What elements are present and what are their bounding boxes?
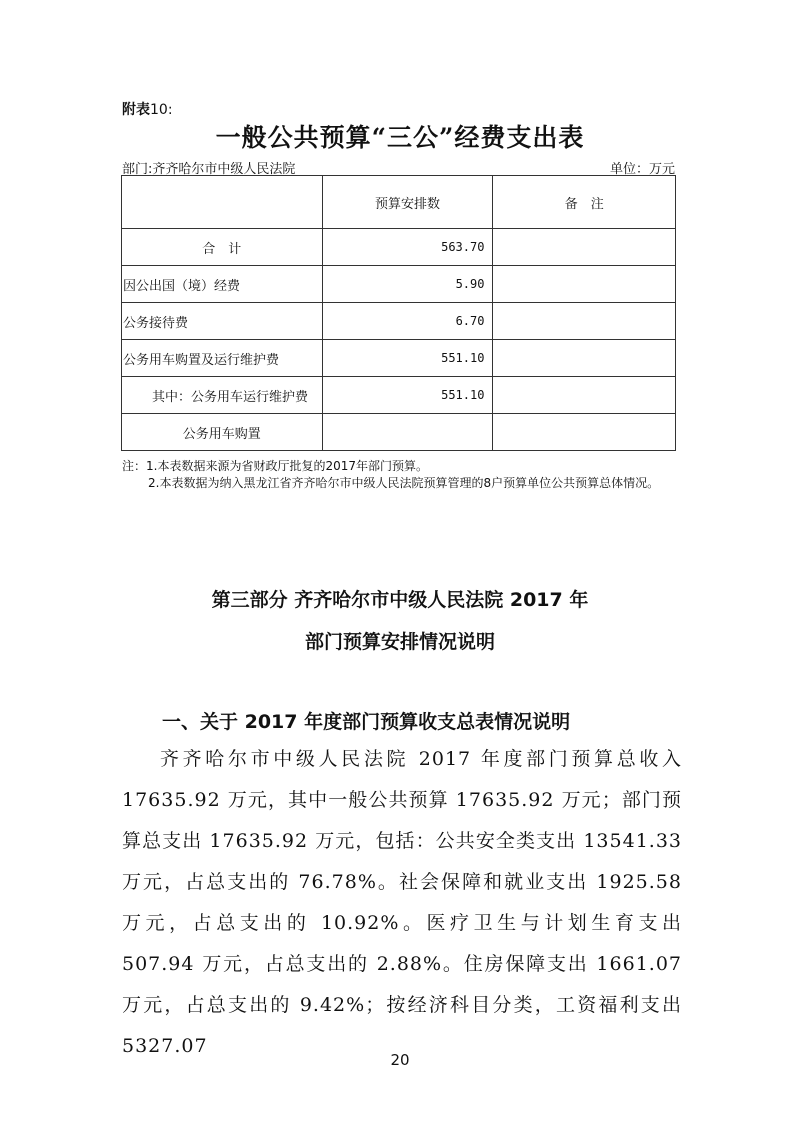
table-title: 一般公共预算“三公”经费支出表 [215,123,585,152]
row-label: 因公出国（境）经费 [122,266,323,303]
row-note [493,303,676,340]
row-label: 合 计 [122,229,323,266]
header-cell-item [122,176,323,229]
section-heading: 一、关于 2017 年度部门预算收支总表情况说明 [162,711,571,733]
unit-label: 单位：万元 [609,162,675,177]
row-note [493,229,676,266]
table-row [122,340,676,377]
header-cell-note: 备 注 [493,176,676,229]
row-value [322,414,493,451]
row-value: 551.10 [322,377,493,414]
table-row [122,266,676,303]
row-note [493,266,676,303]
row-value: 563.70 [322,229,493,266]
department-label: 部门:齐齐哈尔市中级人民法院 [122,162,296,177]
table-row [122,229,676,266]
row-label: 公务用车购置及运行维护费 [122,340,323,377]
row-note [493,414,676,451]
attachment-label: 附表10: [122,102,173,118]
row-value: 551.10 [322,340,493,377]
page-number: 20 [390,1051,410,1069]
row-note [493,340,676,377]
body-paragraph: 齐齐哈尔市中级人民法院 2017 年度部门预算总收入 17635.92 万元，其中一般公共预算 17635.92 万元；部门预算总支出 17635.92 万元，包括：公共安全类支出 13541.33 万元，占总支出的 76.78%。社会保障和就业支出 1925.58 万元，占总支出的 10.92%。医疗卫生与计划生育支出 507.94 万元，占总支出的 2.88%。住房保障支出 1661.07 万元，占总支出的 9.42%；按经济科目分类，工资福利支出 5327.07 [122,748,682,1057]
table-row [122,414,676,451]
row-value: 5.90 [322,266,493,303]
note-2: 2.本表数据为纳入黑龙江省齐齐哈尔市中级人民法院预算管理的8户预算单位公共预算总体情况。 [148,476,660,490]
table-header-row [122,176,676,229]
table-notes [122,458,682,492]
section-title-line-1: 第三部分 齐齐哈尔市中级人民法院 2017 年 [211,589,589,611]
table-row [122,377,676,414]
row-label: 其中：公务用车运行维护费 [122,377,323,414]
budget-table [121,175,676,451]
row-label: 公务接待费 [122,303,323,340]
header-cell-budget: 预算安排数 [322,176,493,229]
note-1: 注：1.本表数据来源为省财政厅批复的2017年部门预算。 [122,459,428,473]
row-label: 公务用车购置 [122,414,323,451]
table-row [122,303,676,340]
row-note [493,377,676,414]
row-value: 6.70 [322,303,493,340]
section-title-line-2: 部门预算安排情况说明 [304,631,495,653]
